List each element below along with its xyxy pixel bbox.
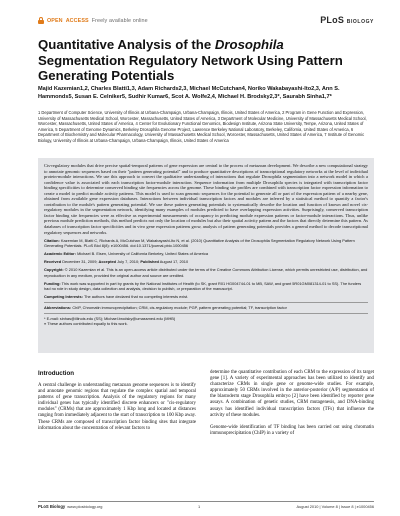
competing-text: The authors have declared that no competing interests exist. (83, 293, 189, 299)
title-italic: Drosophila (214, 37, 284, 52)
open-access-label: OPEN (47, 17, 63, 24)
editor-text: Michael B. Eisen, University of California Berkeley, United States of America (77, 251, 209, 257)
published-label: Published (140, 259, 159, 265)
title-post: Segmentation Regulatory Network Using Pattern Generating Potentials (38, 52, 343, 83)
funding-text: This work was supported in part by grants by the National Institutes of Health (to SK, grant R01 HG004744-01 to MB, SAW, and grant 5R01GM081314-01 to SS). The funders had no role in study design, data collection and analysis, decision to publish, or preparation of the manuscript. (44, 280, 362, 291)
published-date: August 17, 2010 (159, 259, 189, 265)
intro-heading: Introduction (38, 370, 75, 377)
open-access-lock-icon (38, 17, 44, 24)
footer-site: www.plosbiology.org (67, 504, 103, 509)
footer-journal-name: PLoS Biology (38, 504, 66, 509)
funding-label: Funding: (44, 280, 61, 286)
meta-divider (44, 302, 368, 303)
abstract-box (38, 158, 374, 353)
abbrev-label: Abbreviations: (44, 304, 72, 310)
open-access-tagline: Freely available online (91, 17, 148, 24)
competing-block (44, 294, 368, 299)
journal-logo-text: PLoS (320, 15, 345, 25)
intro-left-text: A central challenge in understanding metazoan genome sequences is to identify and annotate genomic regions that regulate the complex spatial and temporal patterns of gene transcription. Analysis of the regulatory regions for many individual genes has typically identified discrete enhancers or "cis-regulatory modules" (CRMs) that are approximately 1 Kbp long and located at distances ranging from immediately adjacent to the start of transcription to 100 Kbp away. These CRMs are composed of transcription factor binding sites that integrate information about the concentration of relevant factors to (38, 383, 196, 431)
accepted-label: Accepted (98, 259, 117, 265)
editor-label: Academic Editor: (44, 251, 76, 257)
intro-right-column (210, 370, 374, 437)
journal-logo-sub: BIOLOGY (346, 19, 374, 25)
meta-divider-2 (44, 313, 368, 314)
accepted-date: July 7, 2010; (117, 259, 140, 265)
open-access-badge (38, 17, 148, 24)
abbrev-text: ChIP, Chromatin immunoprecipitation; CRM, cis-regulatory module; PGP, pattern generating potential; TF, transcription factor (72, 304, 287, 310)
journal-logo (320, 15, 374, 25)
citation-block (44, 238, 368, 248)
footer-journal (38, 504, 102, 509)
citation-label: Citation: (44, 238, 60, 244)
equal-contribution-line: ≡ These authors contributed equally to this work. (44, 321, 128, 327)
author-list: Majid Kazemian1,2, Charles Blatti1,3, Adam Richards2,3, Michael McCutchan4, Noriko Wakabayashi-Ito2,3, Ann S. Hammonds5, Susan E. Celniker5, Sudhir Kumar6, Scot A. Wolfe2,4, Michael H. Brodsky2,3*, Saurabh Sinha1,7* (38, 86, 340, 100)
article-title (38, 37, 370, 84)
open-access-label-2: ACCESS (65, 17, 89, 24)
received-label: Received (44, 259, 62, 265)
abstract-text: Cis-regulatory modules that drive precise spatial-temporal patterns of gene expression are central to the process of metazoan development. We describe a new computational strategy to annotate genomic sequences based on their "pattern generating potential" and to produce quantitative descriptions of transcriptional regulatory networks at the level of individual protein-module interactions. We use this approach to convert the qualitative understanding of interactions that regulate Drosophila segmentation into a network model in which a confidence value is associated with each transcription factor-module interaction. Sequence information from multiple Drosophila species is integrated with transcription factor binding specificities to determine conserved binding site frequencies across the genome. These binding site profiles are combined with transcription factor expression information to create a model to predict module activity patterns. This model is used to scan genomic sequences for the potential to generate all or part of the expression pattern of a nearby gene, obtained from available gene expression databases. Interactions between individual transcription factors and modules are inferred by a statistical method to quantify a factor's contribution to the module's pattern generating potential. We use these pattern generating potentials to systematically describe the location and function of known and novel cis-regulatory modules in the segmentation network, identifying many examples of modules predicted to have overlapping expression activities. Surprisingly, conserved transcription factor binding site frequencies were as effective as experimental measurements of occupancy in predicting module expression patterns or factor-module interactions. Thus, unlike previous module prediction methods, this method predicts not only the location of modules but also their spatial activity pattern and the factors that directly determine this pattern. As databases of transcription factor specificities and in vivo gene expression patterns grow, analysis of pattern generating potentials provides a general method to decode transcriptional regulatory sequences and networks. (44, 163, 368, 235)
intro-left-column (38, 370, 196, 432)
page-footer (38, 501, 374, 509)
funding-block (44, 281, 368, 291)
citation-text: Kazemian M, Blatti C, Richards A, McCutchan M, Wakabayashi-Ito N, et al. (2010) Quantitative Analysis of the Drosophila Segmentation Regulatory Network Using Pattern Generating Potentials. PLoS Biol 8(8): e1000456. doi:10.1371/journal.pbio.1000456 (44, 238, 355, 249)
footer-page-number: 1 (198, 504, 201, 509)
email-line: * E-mail: sinhas@illinois.edu (SS); Michael.brodsky@umassmed.edu (MHB) (44, 316, 176, 322)
received-date: December 31, 2009; (62, 259, 98, 265)
header-bar (38, 17, 374, 29)
dates-block (44, 259, 368, 264)
footer-issue: August 2010 | Volume 8 | Issue 8 | e1000456 (296, 504, 374, 509)
intro-right-text: determine the quantitative contribution of each CRM to the expression of its target gene [1]. A variety of experimental approaches has been utilized to identify and characterize CRMs in single gene or genome-wide studies. For example, approximately 50 CRMs involved in the anterior-posterior (A/P) segmentation of the blastoderm stage Drosophila embryo [2] have been identified by reporter gene assays. A combination of genetic studies, CRM mutagenesis, and DNA-binding assays has identified individual transcription factors (TFs) that influence the activity of these modules. Genome-wide identification of TF binding has been carried out using chromatin immunoprecipitation (ChIP) in a variety of (210, 370, 374, 436)
abbrev-block (44, 305, 368, 310)
copyright-label: Copyright: (44, 267, 64, 273)
competing-label: Competing Interests: (44, 293, 83, 299)
copyright-block (44, 267, 368, 277)
editor-block (44, 251, 368, 256)
affiliations: 1 Department of Computer Science, University of Illinois at Urbana-Champaign, Urbana-Champaign, Illinois, United States of America, 2 Program in Gene Function and Expression, University of Massachusetts Medical School, Worcester, Massachusetts, United States of America, 3 Department of Molecular Medicine, University of Massachusetts Medical School, Worcester, Massachusetts, United States of America, 4 Center for Evolutionary Functional Genomics, Biodesign Institute, Arizona State University, Tempe, Arizona, United States of America, 5 Department of Genome Dynamics, Berkeley Drosophila Genome Project, Lawrence Berkeley National Laboratory, Berkeley, California, United States of America, 6 Department of Biochemistry and Molecular Pharmacology, University of Massachusetts Medical School, Worcester, Massachusetts, United States of America, 7 Institute of Genomic Biology, University of Illinois at Urbana-Champaign, Urbana-Champaign, Illinois, United States of America (38, 110, 367, 143)
copyright-text: © 2010 Kazemian et al. This is an open-access article distributed under the terms of the Creative Commons Attribution License, which permits unrestricted use, distribution, and reproduction in any medium, provided the original author and source are credited. (44, 267, 368, 278)
title-pre: Quantitative Analysis of the (38, 37, 215, 52)
